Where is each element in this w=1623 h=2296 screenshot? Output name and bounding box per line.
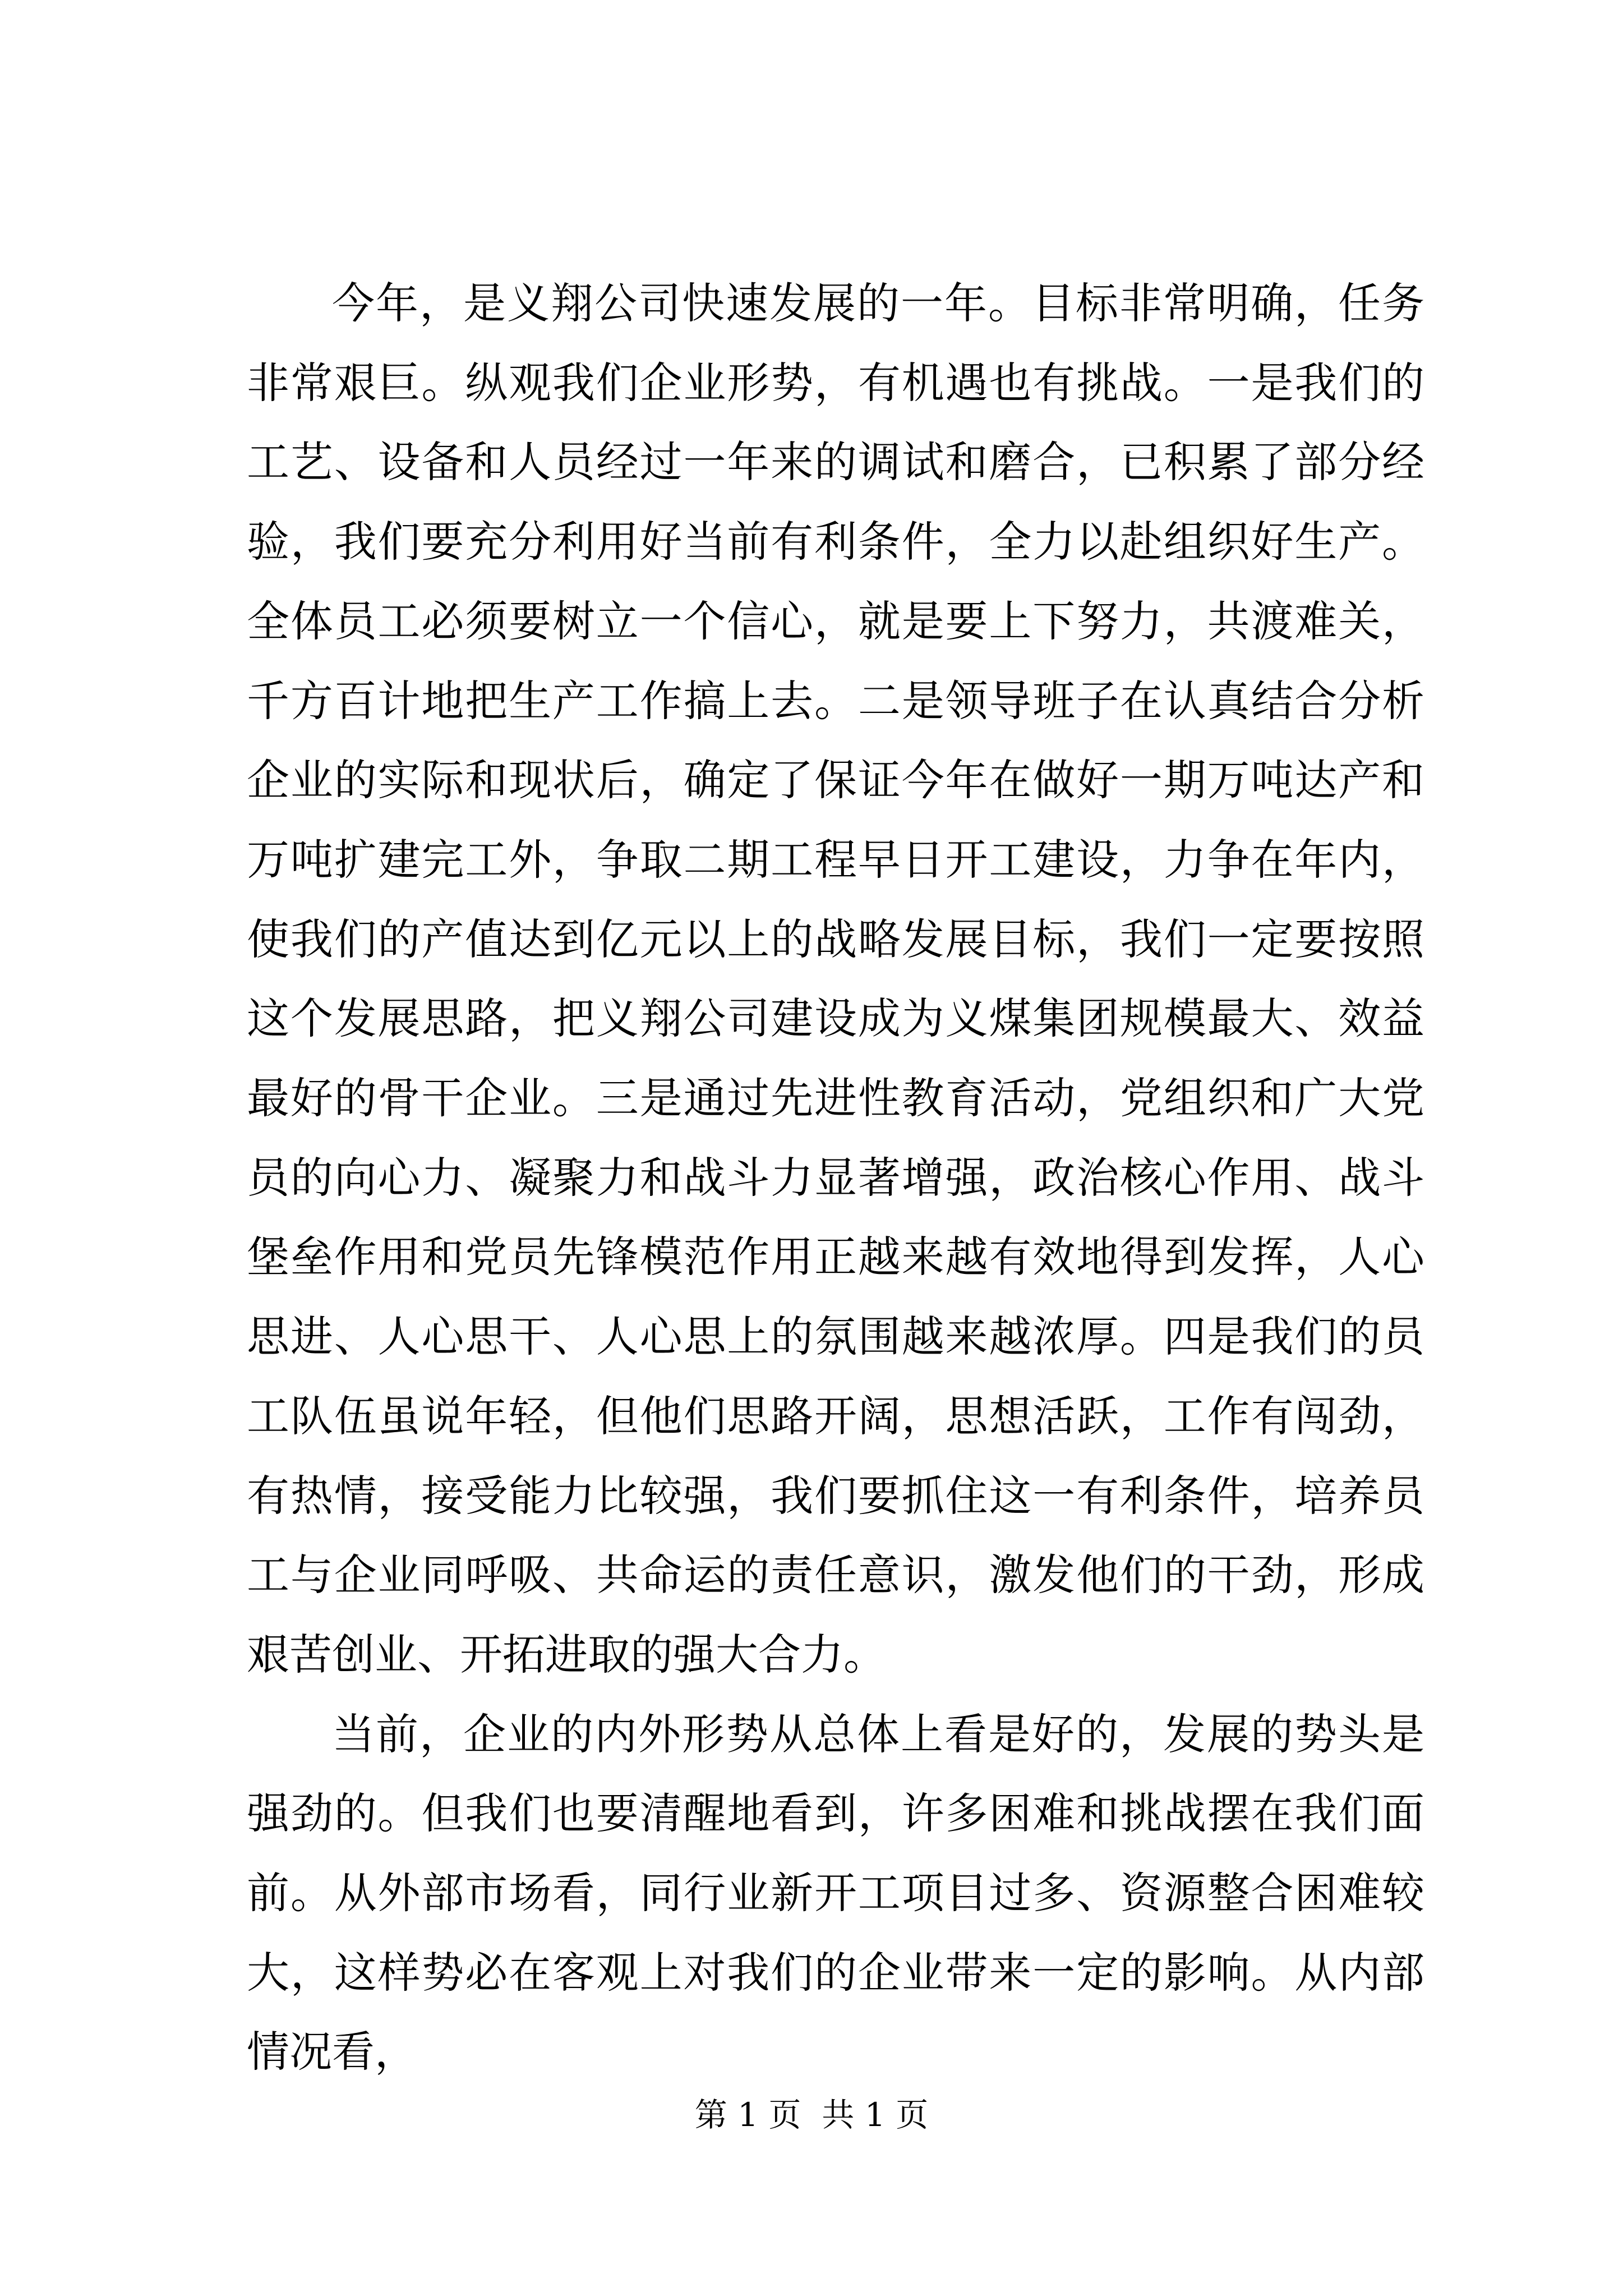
page-number-label: 第 1 页 共 1 页	[694, 2096, 929, 2134]
paragraph-2: 当前，企业的内外形势从总体上看是好的，发展的势头是强劲的。但我们也要清醒地看到，许多困难和挑战摆在我们面前。从外部市场看，同行业新开工项目过多、资源整合困难较大，这样势必在客观上对我们的企业带来一定的影响。从内部情况看，	[247, 1709, 1424, 2077]
document-body	[247, 264, 1424, 2092]
page-footer	[0, 2092, 1623, 2137]
paragraph-1: 今年，是义翔公司快速发展的一年。目标非常明确，任务非常艰巨。纵观我们企业形势，有机遇也有挑战。一是我们的工艺、设备和人员经过一年来的调试和磨合，已积累了部分经验，我们要充分利用好当前有利条件，全力以赴组织好生产。全体员工必须要树立一个信心，就是要上下努力，共渡难关，千方百计地把生产工作搞上去。二是领导班子在认真结合分析企业的实际和现状后，确定了保证今年在做好一期万吨达产和万吨扩建完工外，争取二期工程早日开工建设，力争在年内，使我们的产值达到亿元以上的战略发展目标，我们一定要按照这个发展思路，把义翔公司建设成为义煤集团规模最大、效益最好的骨干企业。三是通过先进性教育活动，党组织和广大党员的向心力、凝聚力和战斗力显著增强，政治核心作用、战斗堡垒作用和党员先锋模范作用正越来越有效地得到发挥，人心思进、人心思干、人心思上的氛围越来越浓厚。四是我们的员工队伍虽说年轻，但他们思路开阔，思想活跃，工作有闯劲，有热情，接受能力比较强，我们要抓住这一有利条件，培养员工与企业同呼吸、共命运的责任意识，激发他们的干劲，形成艰苦创业、开拓进取的强大合力。	[247, 278, 1424, 1680]
